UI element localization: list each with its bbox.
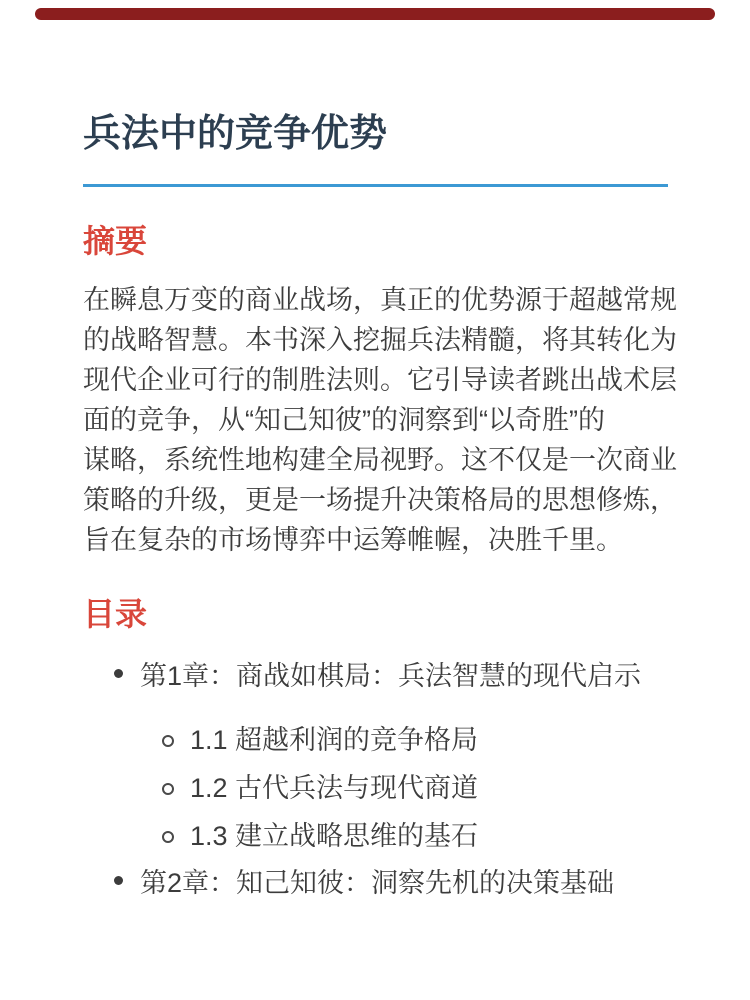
title-divider [83,184,668,187]
document-body [83,0,683,903]
bullet-circle-icon [162,831,174,843]
summary-line: 旨在复杂的市场博弈中运筹帷幄，决胜千里。 [83,525,623,555]
summary-line: 的战略智慧。本书深入挖掘兵法精髓，将其转化为 [83,325,677,355]
toc-subitem-1-3 [140,816,683,856]
toc-subitem-1-1 [140,720,683,760]
summary-line: 谋略，系统性地构建全局视野。这不仅是一次商业 [83,445,677,475]
toc-subitem-1-2-label: 1.2 古代兵法与现代商道 [190,773,479,803]
bullet-circle-icon [162,783,174,795]
toc-chapter-2 [83,863,683,903]
summary-line: 现代企业可行的制胜法则。它引导读者跳出战术层 [83,365,677,395]
bullet-disc-icon [114,669,123,678]
summary-line: 面的竞争，从“知己知彼”的洞察到“以奇胜”的 [83,405,605,435]
toc-subitem-1-1-label: 1.1 超越利润的竞争格局 [190,725,479,755]
bullet-disc-icon [114,876,123,885]
summary-heading: 摘要 [83,223,148,259]
toc-subitem-1-3-label: 1.3 建立战略思维的基石 [190,821,479,851]
toc-sublist-1 [140,720,683,856]
bullet-circle-icon [162,735,174,747]
summary-line: 在瞬息万变的商业战场，真正的优势源于超越常规 [83,285,677,315]
toc-chapter-2-label: 第2章：知己知彼：洞察先机的决策基础 [140,868,615,898]
page-title: 兵法中的竞争优势 [83,113,388,155]
toc-list [83,656,683,903]
toc-subitem-1-2 [140,768,683,808]
summary-paragraph [83,280,683,560]
summary-line: 策略的升级，更是一场提升决策格局的思想修炼， [83,485,677,515]
toc-heading: 目录 [83,596,148,632]
toc-chapter-1-label: 第1章：商战如棋局：兵法智慧的现代启示 [140,661,642,691]
toc-chapter-1 [83,656,683,856]
